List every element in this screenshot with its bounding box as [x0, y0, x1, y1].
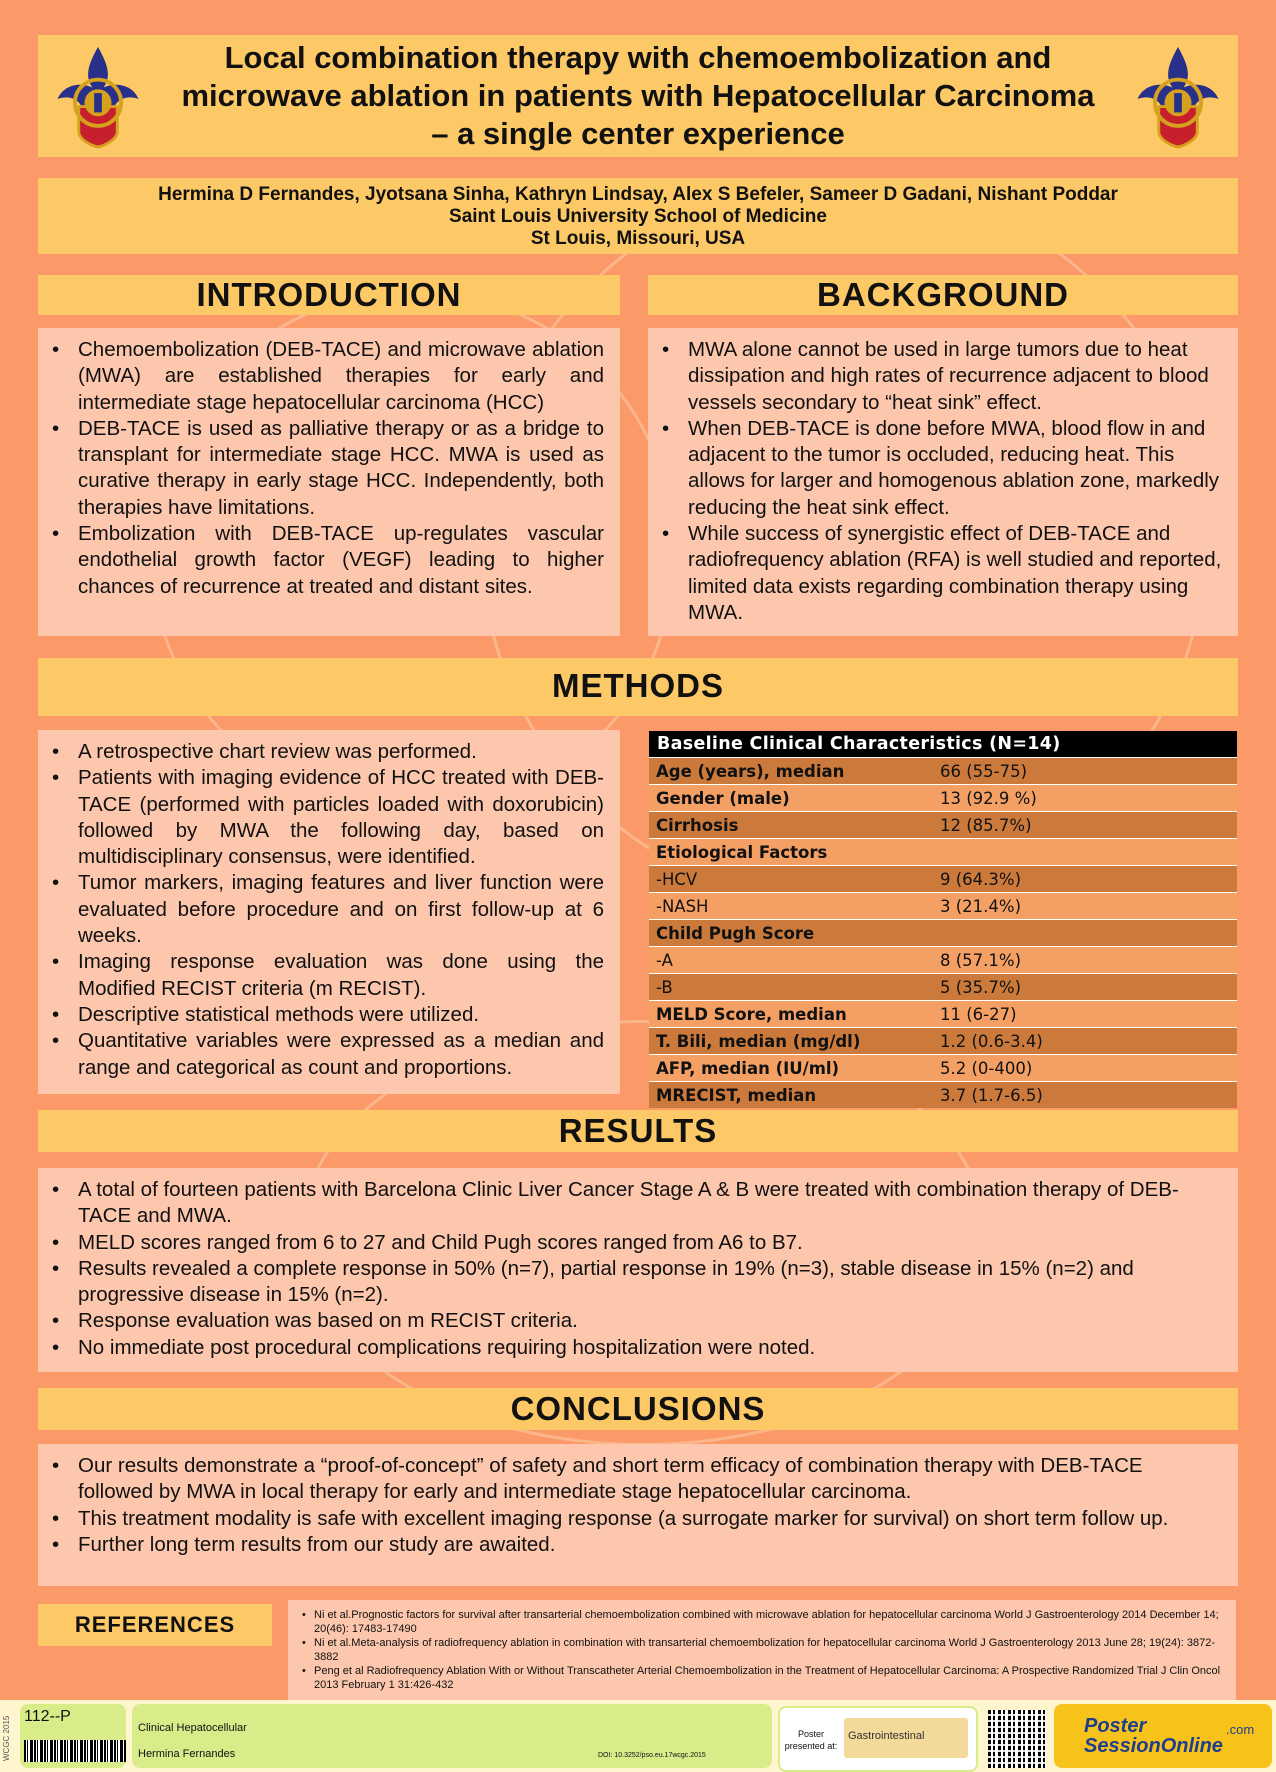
author-list: Hermina D Fernandes, Jyotsana Sinha, Kathryn Lindsay, Alex S Befeler, Sameer D Gadani, Nishant Poddar: [158, 184, 1118, 205]
table-row: [649, 812, 1237, 839]
list-item: • DEB-TACE is used as palliative therapy or as a bridge to transplant for intermediate stage HCC. MWA is used as curative therapy in early stage HCC. Independently, both therapies have limitations.: [78, 416, 604, 521]
reference-item: • Peng et al Radiofrequency Ablation With or Without Transcatheter Arterial Chemoembolization in the Treatment of Hepatocellular Carcinoma: A Prospective Randomized Trial J Clin Oncol 2013 February 1 31:426-432: [314, 1664, 1226, 1692]
references-panel: [288, 1600, 1236, 1700]
table-cell-value: 3.7 (1.7-6.5): [933, 1082, 1237, 1109]
poster-category: Clinical Hepatocellular: [138, 1722, 247, 1734]
methods-list: [38, 739, 620, 1081]
introduction-panel: [38, 328, 620, 636]
reference-item: • Ni et al.Prognostic factors for survival after transarterial chemoembolization combined with microwave ablation for hepatocellular carcinoma World J Gastroenterology 2014 December 14; 20(46): 17483-17490: [314, 1608, 1226, 1636]
table-row: [649, 974, 1237, 1001]
university-crest-logo: [1126, 43, 1230, 149]
location: St Louis, Missouri, USA: [530, 228, 746, 249]
results-panel: [38, 1168, 1238, 1372]
table-cell-label: Child Pugh Score: [649, 920, 933, 947]
table-cell-label: -HCV: [649, 866, 933, 893]
poster-title: Local combination therapy with chemoembolization and microwave ablation in patients with Hepatocellular Carcinoma – a single center experience: [181, 40, 1095, 151]
brand-poster: Poster: [1084, 1715, 1147, 1737]
presented-at-box: [778, 1706, 978, 1772]
references-list: [300, 1608, 1226, 1692]
list-item: • A retrospective chart review was performed.: [78, 739, 604, 765]
table-row: [649, 1082, 1237, 1109]
table-cell-value: 5.2 (0-400): [933, 1055, 1237, 1082]
conclusions-panel: [38, 1444, 1238, 1586]
list-item: • Quantitative variables were expressed as a median and range and categorical as count and proportions.: [78, 1028, 604, 1081]
table-cell-value: 9 (64.3%): [933, 866, 1237, 893]
references-heading: REFERENCES: [38, 1604, 272, 1646]
poster-id: 112--P: [24, 1708, 71, 1725]
congress-logo-text: Gastrointestinal: [848, 1730, 925, 1742]
table-row: [649, 785, 1237, 812]
table-row: [649, 866, 1237, 893]
list-item: • This treatment modality is safe with excellent imaging response (a surrogate marker for survival) on short term follow up.: [78, 1506, 1222, 1532]
results-heading: RESULTS: [38, 1110, 1238, 1152]
table-row: [649, 839, 1237, 866]
table-cell-value: [933, 920, 1237, 947]
table-row: [649, 1028, 1237, 1055]
qr-code-icon: [988, 1710, 1046, 1768]
conference-side-code: WCGC 2015: [2, 1715, 11, 1761]
table-cell-value: [933, 839, 1237, 866]
list-item: • MELD scores ranged from 6 to 27 and Child Pugh scores ranged from A6 to B7.: [78, 1230, 1222, 1256]
barcode-icon: [24, 1740, 126, 1762]
table-row: [649, 920, 1237, 947]
table-cell-label: AFP, median (IU/ml): [649, 1055, 933, 1082]
table-cell-value: 3 (21.4%): [933, 893, 1237, 920]
list-item: • Imaging response evaluation was done using the Modified RECIST criteria (m RECIST).: [78, 949, 604, 1002]
list-item: • MWA alone cannot be used in large tumors due to heat dissipation and high rates of recurrence adjacent to blood vessels secondary to “heat sink” effect.: [688, 337, 1222, 416]
background-panel: [648, 328, 1238, 636]
presenter-name: Hermina Fernandes: [138, 1748, 236, 1760]
background-heading: BACKGROUND: [648, 275, 1238, 315]
table-row: [649, 1001, 1237, 1028]
table-title: Baseline Clinical Characteristics (N=14): [649, 731, 1237, 758]
author-block: [38, 178, 1238, 254]
list-item: • Tumor markers, imaging features and liver function were evaluated before procedure and on first follow-up at 6 weeks.: [78, 870, 604, 949]
table-cell-label: Gender (male): [649, 785, 933, 812]
table-cell-value: 1.2 (0.6-3.4): [933, 1028, 1237, 1055]
table-cell-value: 11 (6-27): [933, 1001, 1237, 1028]
footer-bar: [0, 1700, 1276, 1772]
conclusions-heading: CONCLUSIONS: [38, 1388, 1238, 1430]
table-cell-label: Etiological Factors: [649, 839, 933, 866]
table-cell-label: MRECIST, median: [649, 1082, 933, 1109]
table-cell-label: -NASH: [649, 893, 933, 920]
table-cell-value: 13 (92.9 %): [933, 785, 1237, 812]
poster-id-box: [20, 1704, 126, 1768]
methods-heading: METHODS: [38, 658, 1238, 716]
university-crest-logo: [46, 43, 150, 149]
introduction-heading: INTRODUCTION: [38, 275, 620, 315]
table-cell-label: MELD Score, median: [649, 1001, 933, 1028]
introduction-list: [38, 337, 620, 600]
list-item: • Response evaluation was based on m RECIST criteria.: [78, 1308, 1222, 1334]
table-cell-value: 66 (55-75): [933, 758, 1237, 785]
institution: Saint Louis University School of Medicine: [449, 206, 827, 227]
table-cell-label: Cirrhosis: [649, 812, 933, 839]
list-item: • When DEB-TACE is done before MWA, blood flow in and adjacent to the tumor is occluded, reducing heat. This allows for larger and homogenous ablation zone, markedly reducing the heat sink effect.: [688, 416, 1222, 521]
table-cell-label: -B: [649, 974, 933, 1001]
poster-session-online-logo[interactable]: [1054, 1704, 1272, 1768]
list-item: • Our results demonstrate a “proof-of-concept” of safety and short term efficacy of combination therapy with DEB-TACE followed by MWA in local therapy for early and intermediate stage hepatocellular carcinoma.: [78, 1453, 1222, 1506]
list-item: • Patients with imaging evidence of HCC treated with DEB-TACE (performed with particles loaded with doxorubicin) followed by MWA the following day, based on multidisciplinary consensus, were identified.: [78, 765, 604, 870]
list-item: • Chemoembolization (DEB-TACE) and microwave ablation (MWA) are established therapies for early and intermediate stage hepatocellular carcinoma (HCC): [78, 337, 604, 416]
doi-text: DOI: 10.3252/pso.eu.17wcgc.2015: [598, 1752, 706, 1759]
table-row: [649, 947, 1237, 974]
list-item: • While success of synergistic effect of DEB-TACE and radiofrequency ablation (RFA) is well studied and reported, limited data exists regarding combination therapy using MWA.: [688, 521, 1222, 626]
table-cell-label: T. Bili, median (mg/dl): [649, 1028, 933, 1055]
footer-info-box: [132, 1704, 772, 1768]
baseline-characteristics-table: [649, 731, 1237, 1108]
congress-logo: [844, 1718, 968, 1758]
list-item: • No immediate post procedural complications requiring hospitalization were noted.: [78, 1335, 1222, 1361]
table-cell-label: Age (years), median: [649, 758, 933, 785]
methods-panel: [38, 730, 620, 1094]
table-row: [649, 1055, 1237, 1082]
table-cell-value: 12 (85.7%): [933, 812, 1237, 839]
brand-session-online: SessionOnline: [1084, 1735, 1223, 1757]
results-list: [38, 1177, 1238, 1361]
list-item: • Descriptive statistical methods were utilized.: [78, 1002, 604, 1028]
presented-at-label: Poster presented at:: [784, 1729, 838, 1751]
table-row: [649, 893, 1237, 920]
table-cell-label: -A: [649, 947, 933, 974]
list-item: • Embolization with DEB-TACE up-regulates vascular endothelial growth factor (VEGF) leading to higher chances of recurrence at treated and distant sites.: [78, 521, 604, 600]
brand-com: .com: [1226, 1722, 1255, 1737]
title-banner: [38, 35, 1238, 157]
conclusions-list: [38, 1453, 1238, 1558]
reference-item: • Ni et al.Meta-analysis of radiofrequency ablation in combination with transarterial chemoembolization for hepatocellular carcinoma World J Gastroenterology 2013 June 28; 19(24): 3872-3882: [314, 1636, 1226, 1664]
list-item: • Results revealed a complete response in 50% (n=7), partial response in 19% (n=3), stable disease in 15% (n=2) and progressive disease in 15% (n=2).: [78, 1256, 1222, 1309]
baseline-table-wrapper: [649, 731, 1237, 1108]
list-item: • A total of fourteen patients with Barcelona Clinic Liver Cancer Stage A & B were treated with combination therapy of DEB-TACE and MWA.: [78, 1177, 1222, 1230]
table-cell-value: 8 (57.1%): [933, 947, 1237, 974]
background-list: [648, 337, 1238, 626]
table-cell-value: 5 (35.7%): [933, 974, 1237, 1001]
list-item: • Further long term results from our study are awaited.: [78, 1532, 1222, 1558]
table-row: [649, 758, 1237, 785]
